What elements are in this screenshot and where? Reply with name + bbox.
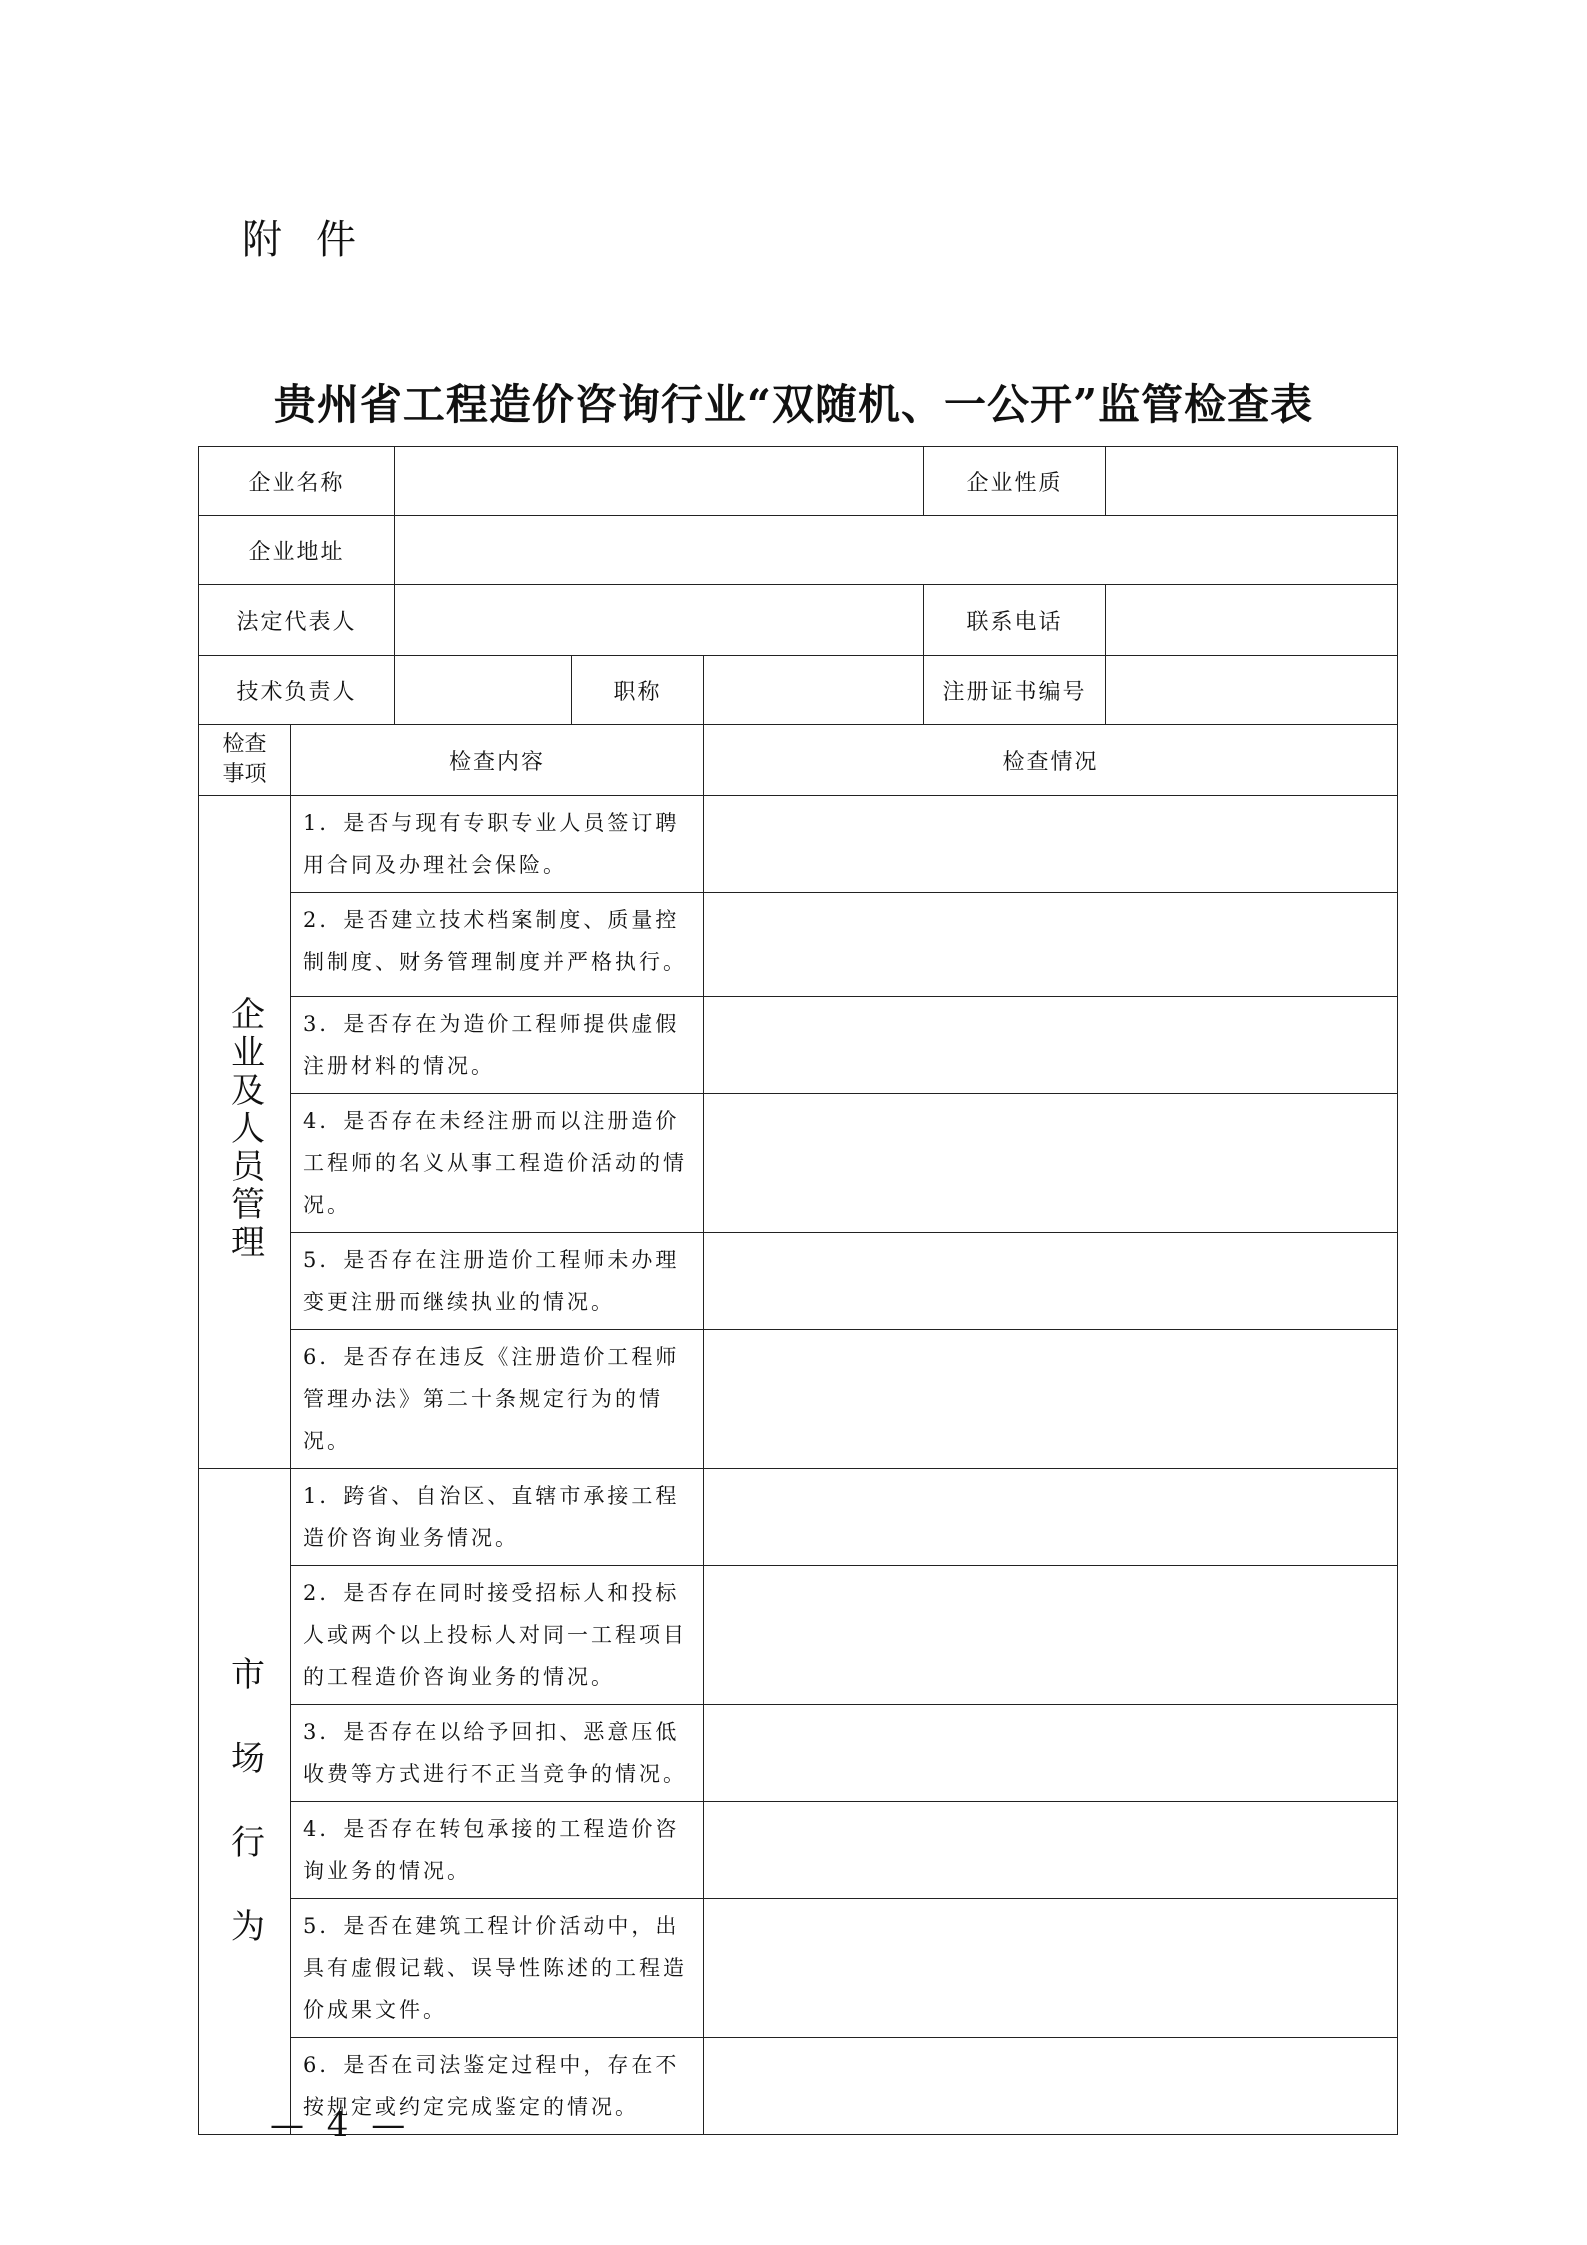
- check-item: 4．是否存在未经注册而以注册造价工程师的名义从事工程造价活动的情况。: [291, 1094, 704, 1233]
- check-item: 6．是否在司法鉴定过程中，存在不按规定或约定完成鉴定的情况。: [291, 2038, 704, 2135]
- check-item: 3．是否存在以给予回扣、恶意压低收费等方式进行不正当竞争的情况。: [291, 1705, 704, 1802]
- table-row: [199, 1233, 1398, 1330]
- label-company-name: 企业名称: [199, 447, 395, 516]
- check-result-field[interactable]: [704, 1566, 1398, 1705]
- label-tech-lead: 技术负责人: [199, 656, 395, 725]
- table-row: [199, 1566, 1398, 1705]
- page-number: — 4 —: [270, 2105, 412, 2145]
- field-company-address[interactable]: [395, 516, 1398, 585]
- field-cert-no[interactable]: [1106, 656, 1398, 725]
- check-item: 6．是否存在违反《注册造价工程师管理办法》第二十条规定行为的情况。: [291, 1330, 704, 1469]
- table-row: [199, 1705, 1398, 1802]
- label-phone: 联系电话: [924, 585, 1106, 656]
- table-row: [199, 796, 1398, 893]
- label-legal-rep: 法定代表人: [199, 585, 395, 656]
- check-result-field[interactable]: [704, 1802, 1398, 1899]
- section-cell: [199, 796, 291, 1469]
- check-item: 5．是否存在注册造价工程师未办理变更注册而继续执业的情况。: [291, 1233, 704, 1330]
- check-item: 1．跨省、自治区、直辖市承接工程造价咨询业务情况。: [291, 1469, 704, 1566]
- attachment-label: 附件: [242, 217, 390, 263]
- check-result-field[interactable]: [704, 796, 1398, 893]
- check-item: 3．是否存在为造价工程师提供虚假注册材料的情况。: [291, 997, 704, 1094]
- field-company-type[interactable]: [1106, 447, 1398, 516]
- check-item: 5．是否在建筑工程计价活动中，出具有虚假记载、误导性陈述的工程造价成果文件。: [291, 1899, 704, 2038]
- col-header-result: 检查情况: [704, 725, 1398, 796]
- check-result-field[interactable]: [704, 997, 1398, 1094]
- section-cell: [199, 1469, 291, 2135]
- label-cert-no: 注册证书编号: [924, 656, 1106, 725]
- section-label: 企业及人员管理: [224, 996, 265, 1262]
- label-company-address: 企业地址: [199, 516, 395, 585]
- col-header-content: 检查内容: [291, 725, 704, 796]
- field-company-name[interactable]: [395, 447, 924, 516]
- check-item: 4．是否存在转包承接的工程造价咨询业务的情况。: [291, 1802, 704, 1899]
- table-row: [199, 1802, 1398, 1899]
- table-row: [199, 1330, 1398, 1469]
- field-job-title[interactable]: [704, 656, 924, 725]
- table-row: [199, 1469, 1398, 1566]
- field-phone[interactable]: [1106, 585, 1398, 656]
- check-result-field[interactable]: [704, 1705, 1398, 1802]
- label-company-type: 企业性质: [924, 447, 1106, 516]
- check-result-field[interactable]: [704, 1330, 1398, 1469]
- check-item: 2．是否建立技术档案制度、质量控制制度、财务管理制度并严格执行。: [291, 893, 704, 997]
- table-row: [199, 1899, 1398, 2038]
- inspection-table: [198, 446, 1398, 2135]
- table-row: [199, 893, 1398, 997]
- check-item: 2．是否存在同时接受招标人和投标人或两个以上投标人对同一工程项目的工程造价咨询业务的情况。: [291, 1566, 704, 1705]
- check-result-field[interactable]: [704, 1233, 1398, 1330]
- check-result-field[interactable]: [704, 1469, 1398, 1566]
- table-row: [199, 997, 1398, 1094]
- check-result-field[interactable]: [704, 2038, 1398, 2135]
- document-title: 贵州省工程造价咨询行业“双随机、一公开”监管检查表: [273, 380, 1314, 429]
- field-tech-lead[interactable]: [395, 656, 572, 725]
- table-row: [199, 1094, 1398, 1233]
- section-label: 市场行为: [224, 1655, 265, 1992]
- check-result-field[interactable]: [704, 1899, 1398, 2038]
- label-job-title: 职称: [572, 656, 704, 725]
- check-result-field[interactable]: [704, 1094, 1398, 1233]
- col-header-item: 检查 事项: [199, 725, 291, 796]
- check-item: 1．是否与现有专职专业人员签订聘用合同及办理社会保险。: [291, 796, 704, 893]
- field-legal-rep[interactable]: [395, 585, 924, 656]
- check-result-field[interactable]: [704, 893, 1398, 997]
